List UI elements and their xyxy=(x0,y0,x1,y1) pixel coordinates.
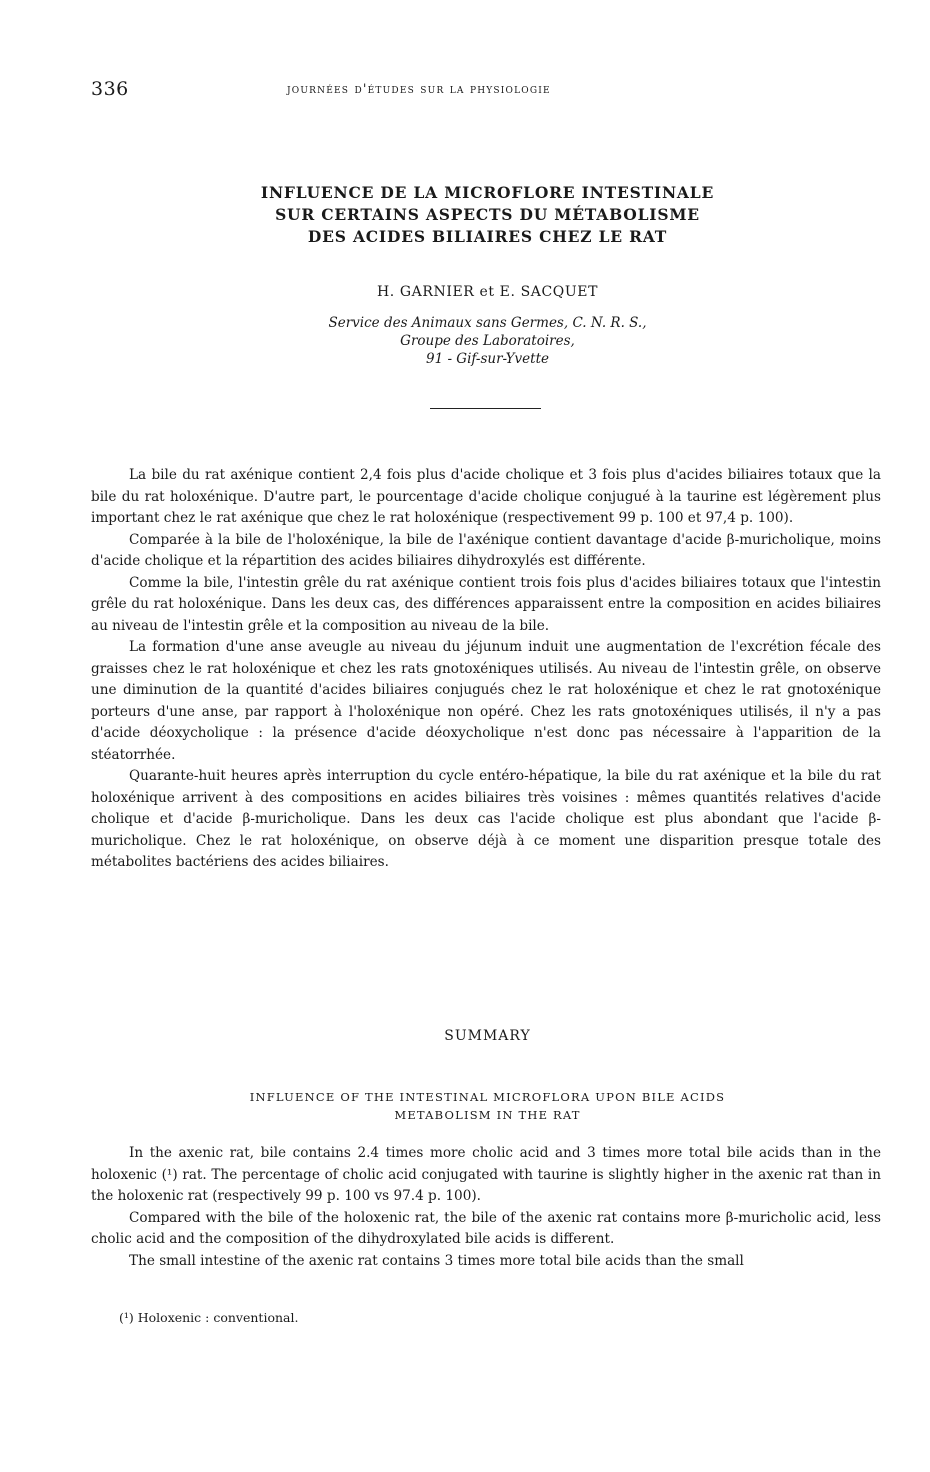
running-title: journées d'études sur la physiologie xyxy=(287,82,551,97)
summary-body xyxy=(91,1143,881,1272)
affiliation-line: Service des Animaux sans Germes, C. N. R. S., xyxy=(328,315,647,331)
summary-heading: SUMMARY xyxy=(444,1028,531,1044)
summary-title-line: INFLUENCE OF THE INTESTINAL MICROFLORA UPON BILE ACIDS xyxy=(249,1090,726,1104)
article-title xyxy=(0,182,930,248)
body-paragraph: La formation d'une anse aveugle au niveau du jéjunum induit une augmentation de l'excrétion fécale des graisses chez le rat holoxénique et chez les rats gnotoxéniques utilisés. Au niveau de l'intestin grêle, on observe une diminution de la quantité d'acides biliaires conjugués chez le rat holoxénique et chez le rat gnotoxénique porteurs d'une anse, par rapport à l'holoxénique non opéré. Chez les rats gnotoxéniques utilisés, il n'y a pas d'acide déoxycholique : la présence d'acide déoxycholique n'est donc pas nécessaire à l'apparition de la stéatorrhée. xyxy=(91,639,881,763)
summary-title xyxy=(0,1088,930,1124)
body-paragraph: Comme la bile, l'intestin grêle du rat axénique contient trois fois plus d'acides biliaires totaux que l'intestin grêle du rat holoxénique. Dans les deux cas, des différences apparaissent entre la composition en acides biliaires au niveau de l'intestin grêle et la composition au niveau de la bile. xyxy=(91,574,881,634)
affiliation-line: Groupe des Laboratoires, xyxy=(400,333,575,349)
title-line: DES ACIDES BILIAIRES CHEZ LE RAT xyxy=(307,227,668,246)
footnote: (¹) Holoxenic : conventional. xyxy=(119,1310,299,1325)
article-body xyxy=(91,465,881,874)
summary-title-line: METABOLISM IN THE RAT xyxy=(394,1108,581,1122)
body-paragraph: La bile du rat axénique contient 2,4 fois plus d'acide cholique et 3 fois plus d'acides biliaires totaux que la bile du rat holoxénique. D'autre part, le pourcentage d'acide cholique conjugué à la taurine est légèrement plus important chez le rat axénique que chez le rat holoxénique (respectivement 99 p. 100 et 97,4 p. 100). xyxy=(91,467,881,526)
summary-paragraph: In the axenic rat, bile contains 2.4 times more cholic acid and 3 times more total bile acids than in the holoxenic (¹) rat. The percentage of cholic acid conjugated with taurine is slightly higher in the axenic rat than in the holoxenic rat (respectively 99 p. 100 vs 97.4 p. 100). xyxy=(91,1145,881,1204)
title-line: INFLUENCE DE LA MICROFLORE INTESTINALE xyxy=(260,183,715,202)
body-paragraph: Quarante-huit heures après interruption du cycle entéro-hépatique, la bile du rat axénique et la bile du rat holoxénique arrivent à des compositions en acides biliaires très voisines : mêmes quantités relatives d'acide cholique et d'acide β-muricholique. Dans les deux cas l'acide cholique est plus abondant que l'acide β-muricholique. Chez le rat holoxénique, on observe déjà à ce moment une disparition presque totale des métabolites bactériens des acides biliaires. xyxy=(91,768,881,870)
summary-paragraph: The small intestine of the axenic rat contains 3 times more total bile acids than the small xyxy=(129,1252,744,1269)
summary-paragraph: Compared with the bile of the holoxenic rat, the bile of the axenic rat contains more β-muricholic acid, less cholic acid and the composition of the dihydroxylated bile acids is different. xyxy=(91,1209,881,1247)
body-paragraph: Comparée à la bile de l'holoxénique, la bile de l'axénique contient davantage d'acide β-muricholique, moins d'acide cholique et la répartition des acides biliaires dihydroxylés est différente. xyxy=(91,531,881,569)
title-line: SUR CERTAINS ASPECTS DU MÉTABOLISME xyxy=(275,205,700,224)
authors: H. GARNIER et E. SACQUET xyxy=(376,284,599,300)
page-number: 336 xyxy=(91,78,129,100)
affiliation-line: 91 - Gif-sur-Yvette xyxy=(425,351,550,367)
running-head xyxy=(91,78,881,104)
affiliation xyxy=(0,314,930,368)
divider-rule xyxy=(430,408,541,409)
